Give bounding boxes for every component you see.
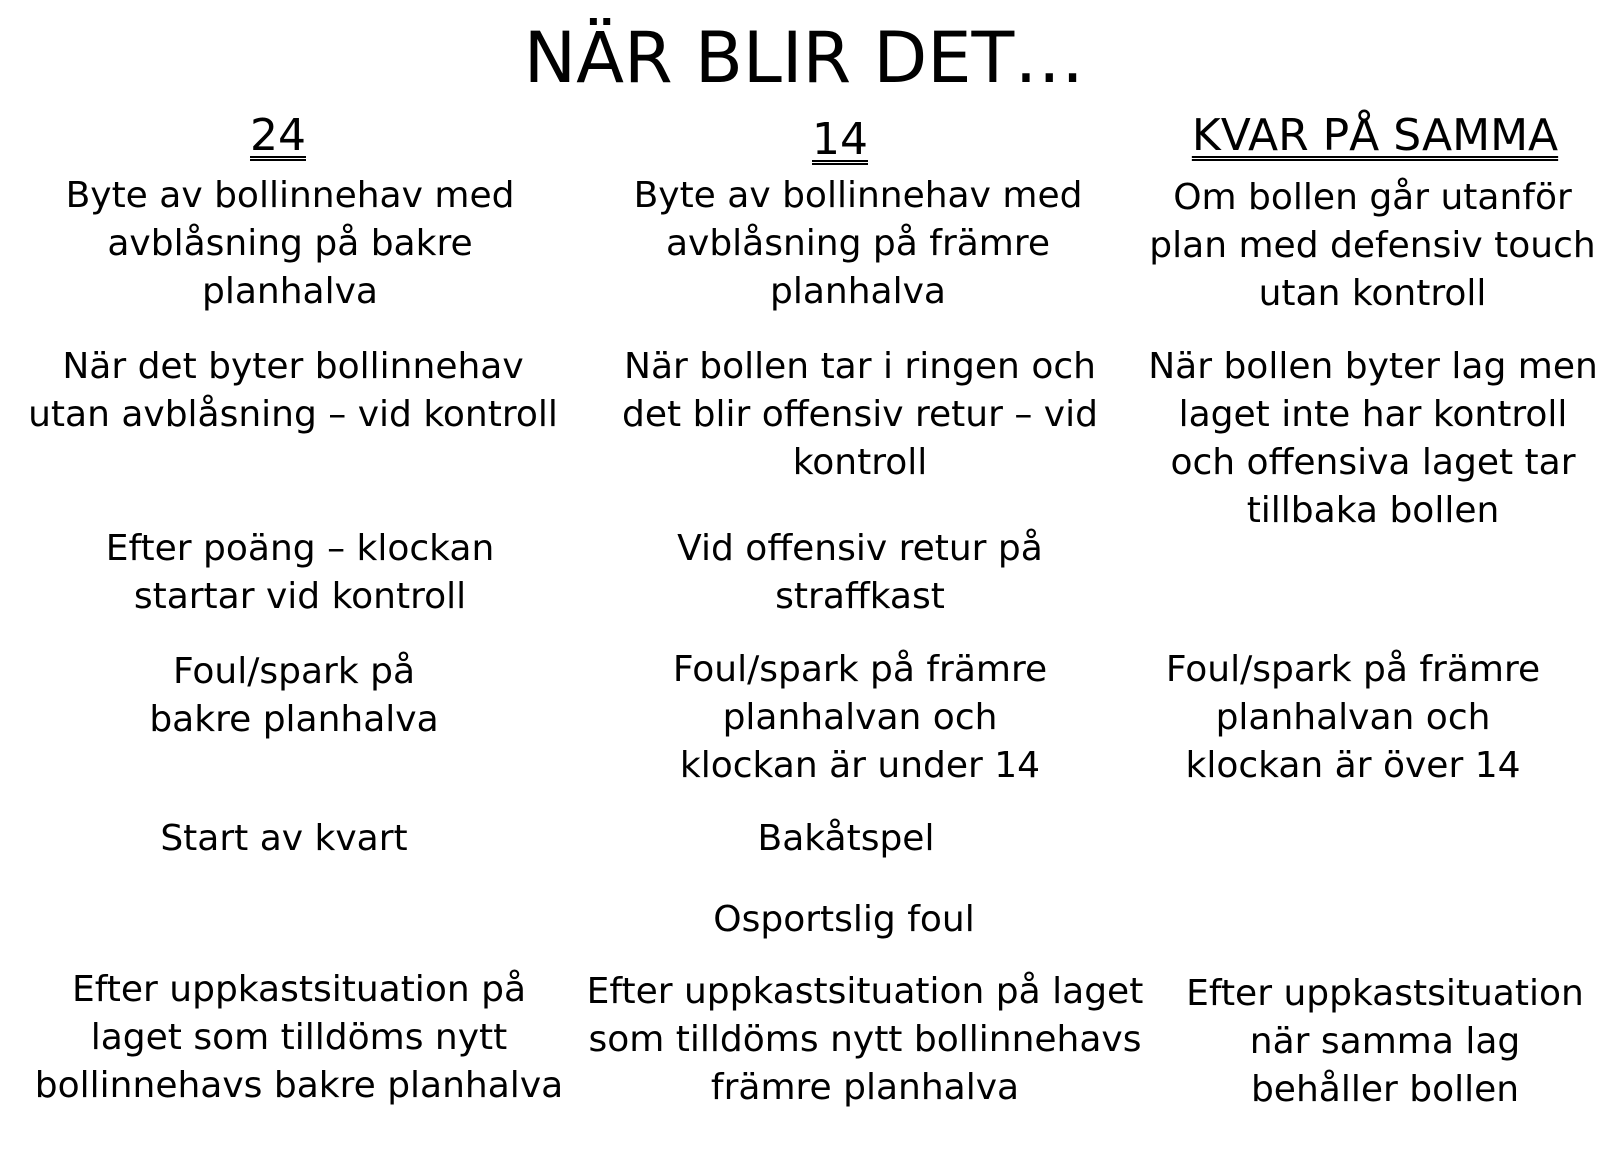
cell-14-row7: Efter uppkastsituation på laget som tilldöms nytt bollinnehavs främre planhalva: [586, 971, 1144, 1108]
column-heading-14: 14: [812, 114, 868, 165]
cell-14-row1: Byte av bollinnehav med avblåsning på främre planhalva: [633, 175, 1083, 312]
cell-14-row4: Foul/spark på främre planhalvan och klockan är under 14: [672, 649, 1048, 786]
cell-14-row2: När bollen tar i ringen och det blir offensiv retur – vid kontroll: [622, 346, 1098, 483]
cell-kvar-row1: Om bollen går utanför plan med defensiv touch utan kontroll: [1149, 177, 1596, 314]
cell-24-row7: Efter uppkastsituation på laget som tilldöms nytt bollinnehavs bakre planhalva: [34, 969, 564, 1106]
cell-kvar-row2: När bollen byter lag men laget inte har kontroll och offensiva laget tar tillbaka bollen: [1148, 346, 1598, 531]
cell-14-row5: Bakåtspel: [757, 818, 935, 859]
cell-24-row5: Start av kvart: [160, 818, 408, 859]
column-heading-24: 24: [250, 110, 306, 161]
cell-24-row3: Efter poäng – klockan startar vid kontroll: [105, 528, 495, 617]
cell-24-row1: Byte av bollinnehav med avblåsning på bakre planhalva: [65, 175, 515, 312]
column-heading-kvar-pa-samma: KVAR PÅ SAMMA: [1191, 110, 1559, 161]
page-title: NÄR BLIR DET…: [523, 17, 1085, 99]
cell-kvar-row4: Foul/spark på främre planhalvan och klockan är över 14: [1165, 649, 1541, 786]
cell-24-row4: Foul/spark på bakre planhalva: [149, 651, 439, 740]
cell-kvar-row7: Efter uppkastsituation när samma lag behåller bollen: [1186, 973, 1584, 1110]
cell-24-row2: När det byter bollinnehav utan avblåsning – vid kontroll: [28, 346, 558, 435]
cell-14-row6: Osportslig foul: [713, 899, 975, 940]
cell-14-row3: Vid offensiv retur på straffkast: [677, 528, 1043, 617]
